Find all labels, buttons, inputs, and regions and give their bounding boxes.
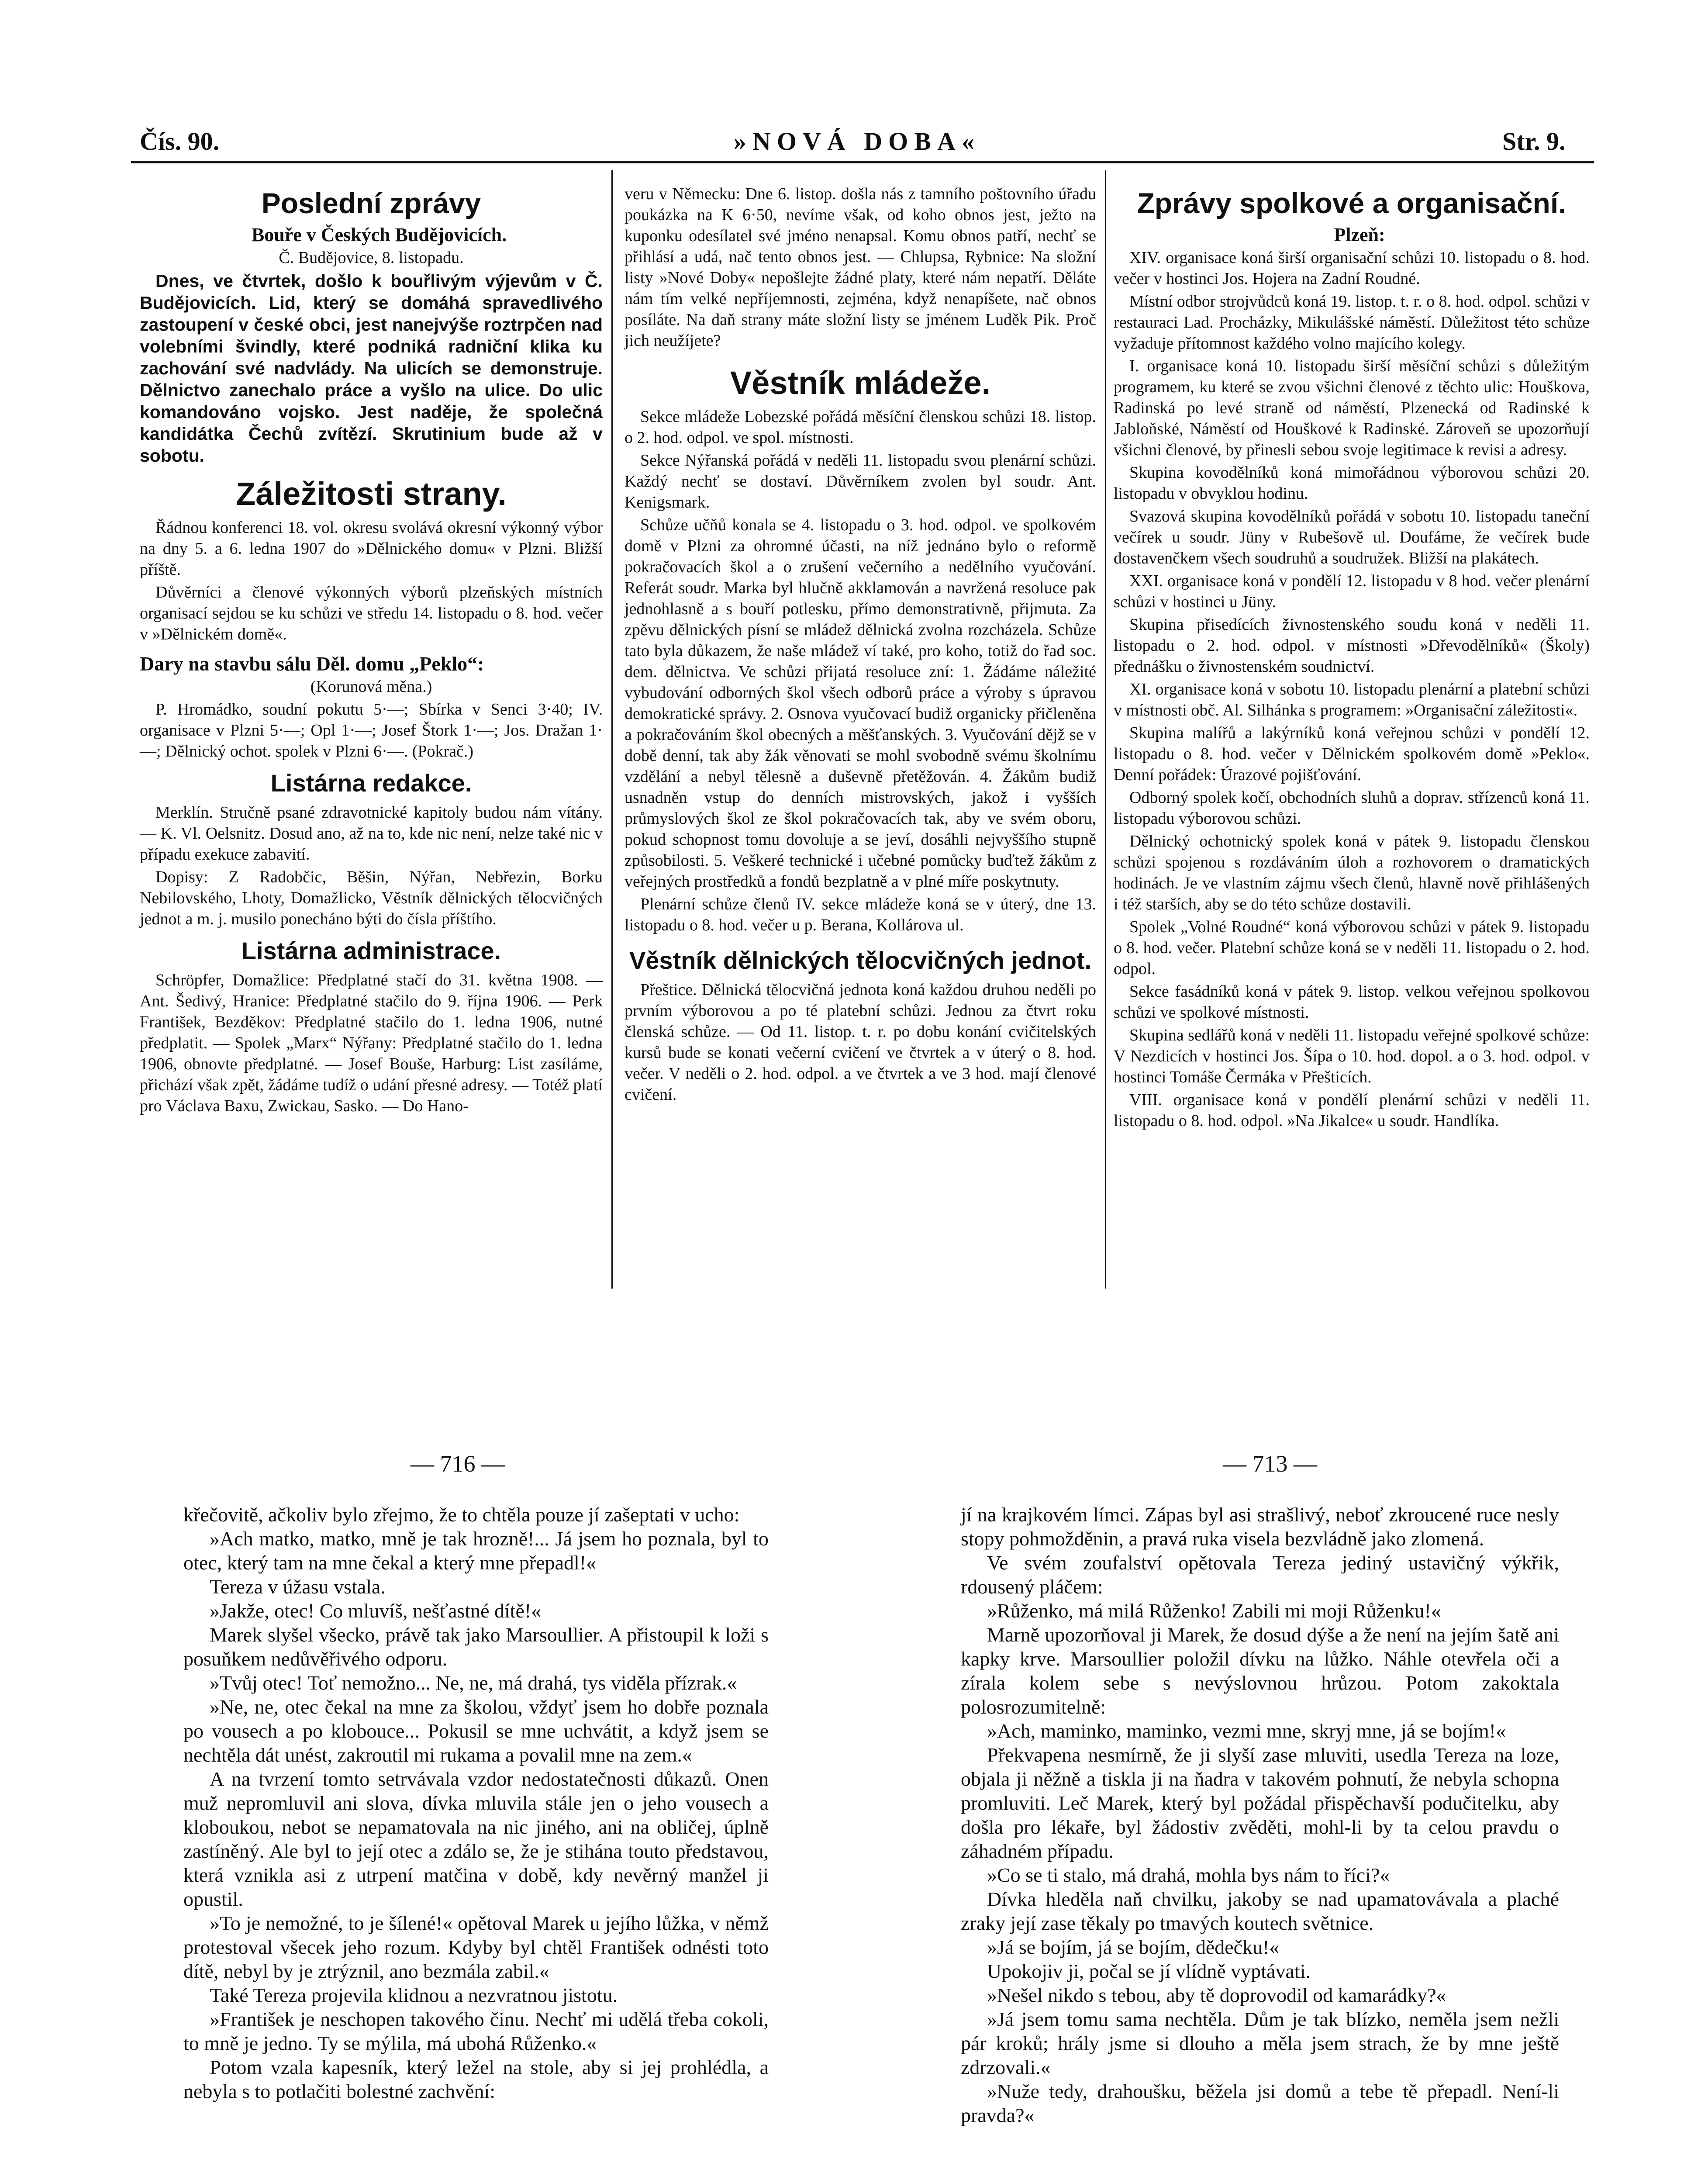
- story-paragraph: Potom vzala kapesník, který ležel na stole, aby si jej prohlédla, a nebyla s to potlačiti bolestné zachvění:: [183, 2056, 769, 2102]
- column-divider-2: [1105, 170, 1106, 1289]
- left-novel-page: [183, 1503, 769, 2103]
- youth-item: Schůze učňů konala se 4. listopadu o 3. hod. odpol. ve spolkovém domě v Plzni za ohromné účasti, na níž jednáno bylo o reformě pokračovacích škol a o zrušení večerního a nedělního vyučování. Referát soudr. Marka byl hlučně akklamován a navržená resoluce pak jednohlasně a s bouří potlesku, přímo demonstrativně, přijmuta. Za zpěvu dělnických písní se mládež dělnická zvolna rozcházela. Schůze tato byla důkazem, že naše mládež ví také, pro koho, totiž do řad soc. dem. dělnictva. Ve schůzi přijatá resoluce zní: 1. Žádáme náležité vybudování odborných škol všech odborů práce a výroby s úpravou demokratické správy. 2. Osnova vyučovací budiž organicky přičleněna a pokračováním škol obecných a měšťanských. 3. Vyučování dějž se v době denní, tak aby žák věnovati se mohl svobodně svému školnímu vzdělání a nebyl tělesně a duševně přetěžován. 4. Žákům budiž usnadněn vstup do denních mistrovských, jakož i vyšších průmyslových škol ze škol pokračovacích tak, aby ve svém oboru, pokud schopnost tomu dovoluje a se jeví, dosáhli nejvyššího stupně způsobilosti. 5. Veškeré technické i učebné pomůcky buďtež žákům z veřejných prostředků a fondů bezplatně a v plné míře poskytnuty.: [625, 516, 1096, 891]
- club-item: XI. organisace koná v sobotu 10. listopadu plenární a platební schůzi v místnosti obč. Al. Silhánka s programem: »Organisační záležitosti«.: [1114, 680, 1590, 719]
- story-paragraph: křečovitě, ačkoliv bylo zřejmo, že to chtěla pouze jí zašeptati v ucho:: [183, 1503, 740, 1526]
- newspaper-title: »NOVÁ DOBA«: [734, 127, 980, 156]
- party-paragraph: Důvěrníci a členové výkonných výborů plzeňských místních organisací sejdou se ku schůzi ve středu 14. listopadu o 8. hod. večer v »Dělnickém domě«.: [140, 583, 603, 643]
- story-paragraph: »Co se ti stalo, má drahá, mohla bys nám to říci?«: [987, 1864, 1390, 1886]
- gifts-list: P. Hromádko, soudní pokutu 5·—; Sbírka v Senci 3·40; IV. organisace v Plzni 5·—; Opl 1·—; Josef Štork 1·—; Jos. Dražan 1·—; Dělnický ochot. spolek v Plzni 6·—. (Pokrač.): [140, 700, 603, 760]
- editorial-letter: Dopisy: Z Radobčic, Běšin, Nýřan, Nebřezin, Borku Nebilovského, Lhoty, Domažlicko, Věstník dělnických tělocvičných jednot a m. j. musilo ponecháno býti do čísla příštího.: [140, 868, 603, 928]
- story-paragraph: »Růženko, má milá Růženko! Zabili mi moji Růženku!«: [987, 1600, 1441, 1622]
- news-heading: Poslední zprávy: [261, 187, 481, 219]
- story-paragraph: Tereza v úžasu vstala.: [210, 1576, 386, 1598]
- club-item: Spolek „Volné Roudné“ koná výborovou schůzi v pátek 9. listopadu o 8. hod. večer. Platební schůze koná se v neděli 11. listopadu o 2. hod. odpol.: [1114, 918, 1590, 978]
- story-paragraph: »Já jsem tomu sama nechtěla. Dům je tak blízko, neměla jsem nežli pár kroků; hrály jsme si dlouho a měla jsem strach, že by mne ještě zdrzovali.«: [961, 2008, 1559, 2078]
- news-subheading: Bouře v Českých Budějovicích.: [251, 224, 507, 245]
- club-item: Skupina přisedících živnostenského soudu koná v neděli 11. listopadu o 2. hod. odpol. v místnosti »Dřevodělníků« (Školy) přednášku o živnostenském soudnictví.: [1114, 615, 1590, 676]
- left-page-number: — 716 —: [411, 1451, 505, 1477]
- club-item: Dělnický ochotnický spolek koná v pátek 9. listopadu členskou schůzi spojenou s rozdáváním úloh a rozhovorem o dramatických hodinách. Je ve vlastním zájmu všech členů, hlavně nově přihlášených i též starších, aby se do této schůze dostavili.: [1114, 832, 1590, 913]
- story-paragraph: jí na krajkovém límci. Zápas byl asi strašlivý, neboť zkroucené ruce nesly stopy pohmožděnin, a pravá ruka visela bezvládně jako zlomená.: [961, 1503, 1559, 1550]
- club-item: VIII. organisace koná v pondělí plenární schůzi v neděli 11. listopadu o 8. hod. odpol. »Na Jikalce« u soudr. Handlíka.: [1114, 1091, 1590, 1130]
- header-rule: [131, 161, 1594, 163]
- gifts-heading: Dary na stavbu sálu Děl. domu „Peklo“:: [140, 653, 484, 675]
- party-paragraph: Řádnou konferenci 18. vol. okresu svolává okresní výkonný výbor na dny 5. a 6. ledna 1907 do »Dělnického domu« v Plzni. Bližší příště.: [140, 518, 603, 579]
- story-paragraph: Také Tereza projevila klidnou a nezvratnou jistotu.: [210, 1984, 618, 2006]
- story-paragraph: Upokojiv ji, počal se jí vlídně vyptávati.: [987, 1960, 1311, 1982]
- story-paragraph: Marek slyšel všecko, právě tak jako Marsoullier. A přistoupil k loži s posuňkem nedůvěřivého odporu.: [183, 1624, 769, 1670]
- story-paragraph: Překvapena nesmírně, že ji slyší zase mluviti, usedla Tereza na loze, objala ji něžně a tiskla ji na ňadra v takovém pohnutí, že nebyla schopna promluviti. Leč Marek, který byl požádal přispěchavší podučitelku, aby došla pro lékaře, byl žádostiv zvěděti, mohl-li by ta celou pravdu o záhadném případu.: [961, 1744, 1559, 1862]
- story-paragraph: Marně upozorňoval ji Marek, že dosud dýše a že není na jejím šatě ani kapky krve. Marsoullier položil dívku na lůžko. Náhle otevřela oči a zírala kolem sebe s nevýslovnou hrůzou. Potom zakoktala polosrozumitelně:: [961, 1624, 1559, 1718]
- club-item: Místní odbor strojvůdců koná 19. listop. t. r. o 8. hod. odpol. schůzi v restauraci Lad. Procházky, Mikulášské náměstí. Důležitost této schůze vyžaduje přítomnost každého volno majícího kolegy.: [1114, 292, 1590, 352]
- story-paragraph: »Ne, ne, otec čekal na mne za školou, vždyť jsem ho dobře poznala po vousech a po klobouce... Pokusil se mne uchvátit, a když jsem se nechtěla dát unést, zakroutil mi rukama a povalil mne na zem.«: [183, 1696, 769, 1766]
- news-dateline: Č. Budějovice, 8. listopadu.: [279, 249, 464, 267]
- club-item: Skupina malířů a lakýrníků koná veřejnou schůzi v pondělí 12. listopadu o 8. hod. večer v Dělnickém spolkovém domě »Peklo«. Denní pořádek: Úrazové pojišťování.: [1114, 724, 1590, 784]
- issue-number: Čís. 90.: [140, 127, 220, 156]
- right-page-number: — 713 —: [1223, 1451, 1317, 1477]
- story-paragraph: »Ach, maminko, maminko, vezmi mne, skryj mne, já se bojím!«: [987, 1720, 1506, 1742]
- club-item: Sekce fasádníků koná v pátek 9. listop. velkou veřejnou spolkovou schůzi ve spolkové místnosti.: [1114, 982, 1590, 1022]
- club-item: Svazová skupina kovodělníků pořádá v sobotu 10. listopadu taneční večírek u soudr. Jüny v Rubešově ul. Doufáme, že večírek bude dostavenčkem všech soudruhů a soudružek. Bližší na plakátech.: [1114, 507, 1590, 567]
- page-number: Str. 9.: [1502, 127, 1566, 156]
- column-divider-1: [611, 170, 613, 1289]
- story-paragraph: »František je neschopen takového činu. Nechť mi udělá třeba cokoli, to mně je jedno. Ty se mýlila, má ubohá Růženko.«: [183, 2008, 769, 2054]
- story-paragraph: »Nuže tedy, drahoušku, běžela jsi domů a tebe tě přepadl. Není-li pravda?«: [961, 2080, 1559, 2126]
- clubs-heading: Zprávy spolkové a organisační.: [1137, 187, 1567, 219]
- club-item: Skupina kovodělníků koná mimořádnou výborovou schůzi 20. listopadu v obvyklou hodinu.: [1114, 463, 1590, 503]
- club-item: Skupina sedlářů koná v neděli 11. listopadu veřejné spolkové schůze: V Nezdicích v hostinci Jos. Šípa o 10. hod. dopol. a o 3. hod. odpol. v hostinci Tomáše Čermáka v Přešticích.: [1114, 1026, 1590, 1086]
- youth-item: Sekce mládeže Lobezské pořádá měsíční členskou schůzi 18. listop. o 2. hod. odpol. ve spol. místnosti.: [625, 408, 1096, 447]
- clubs-city: Plzeň:: [1334, 224, 1385, 245]
- story-paragraph: Dívka hleděla naň chvilku, jakoby se nad upamatovávala a plaché zraky její zase těkaly po tmavých koutech světnice.: [961, 1888, 1559, 1934]
- youth-item: Sekce Nýřanská pořádá v neděli 11. listopadu svou plenární schůzi. Každý nechť se dostaví. Důvěrníkem zvolen byl soudr. Ant. Kenigsmark.: [625, 451, 1096, 511]
- club-item: XIV. organisace koná širší organisační schůzi 10. listopadu o 8. hod. večer v hostinci Jos. Hojera na Zadní Roudné.: [1114, 249, 1590, 288]
- news-body: Dnes, ve čtvrtek, došlo k bouřlivým výjevům v Č. Budějovicích. Lid, který se domáhá spravedlivého zastoupení v české obci, jest nanejvýše roztrpčen nad volebními švindly, které podniká radniční klika ku zachování své nadvlády. Na ulicích se demonstruje. Dělnictvo zanechalo práce a vyšlo na ulice. Do ulic komandováno vojsko. Jest naděje, že společná kandidátka Čechů zvítězí. Skrutinium bude až v sobotu.: [140, 271, 603, 466]
- club-item: XXI. organisace koná v pondělí 12. listopadu v 8 hod. večer plenární schůzi v hostinci u Jüny.: [1114, 572, 1590, 611]
- column-1: [140, 183, 603, 1118]
- story-paragraph: »Jakže, otec! Co mluvíš, nešťastné dítě!«: [210, 1600, 542, 1622]
- editorial-letter: Merklín. Stručně psané zdravotnické kapitoly budou nám vítány. — K. Vl. Oelsnitz. Dosud ano, až na to, kde nic není, nelze také nic v případu exekuce zabavití.: [140, 803, 603, 864]
- gymnastics-item: Přeštice. Dělnická tělocvičná jednota koná každou druhou neděli po prvním výborovou a po té platební schůzi. Jednou za čtvrt roku členská schůze. — Od 11. listop. t. r. po dobu konání cvičitelských kursů bude se konati večerní cvičení ve čtvrtek a v úterý o 8. hod. večer. V neděli o 2. hod. odpol. a ve čtvrtek a ve 3 hod. mají členové cvičení.: [625, 981, 1096, 1104]
- story-paragraph: »Tvůj otec! Toť nemožno... Ne, ne, má drahá, tys viděla přízrak.«: [210, 1672, 737, 1694]
- column-3: [1114, 183, 1590, 1133]
- administration-letter: Schröpfer, Domažlice: Předplatné stačí do 31. května 1908. — Ant. Šedivý, Hranice: Předplatné stačilo do 9. října 1906. — Perk František, Bezděkov: Předplatné stačilo do 1. ledna 1906, nutné předplatit. — Spolek „Marx“ Nýřany: Předplatné stačilo do 1. ledna 1906, obnovte předplatné. — Josef Bouše, Harburg: List zasíláme, přichází však zpět, žádáme tudíž o udání přesné adresy. — Totéž platí pro Václava Baxu, Zwickau, Sasko. — Do Hano-: [140, 971, 603, 1115]
- column-2: [625, 183, 1096, 1107]
- story-paragraph: »To je nemožné, to je šílené!« opětoval Marek u jejího lůžka, v němž protestoval všecek jeho rozum. Kdyby byl chtěl František odnésti toto dítě, nebyl by je ztrýznil, ano bezmála zabil.«: [183, 1912, 769, 1982]
- party-heading: Záležitosti strany.: [236, 476, 507, 512]
- story-paragraph: »Nešel nikdo s tebou, aby tě doprovodil od kamarádky?«: [987, 1984, 1446, 2006]
- story-paragraph: A na tvrzení tomto setrvávala vzdor nedostatečnosti důkazů. Onen muž nepromluvil ani slova, dívka mluvila stále jen o jeho vousech a kloboukou, nebot se nepamatovala na nic jiného, ani na obličej, úplně zastíněný. Ale byl to její otec a zdálo se, že je stihána touto představou, která vznikla asi z utrpení matčina v době, kdy nevěrný manžel ji opustil.: [183, 1768, 769, 1910]
- story-paragraph: »Ach matko, matko, mně je tak hrozně!... Já jsem ho poznala, byl to otec, který tam na mne čekal a který mne přepadl!«: [183, 1527, 769, 1574]
- youth-heading: Věstník mládeže.: [730, 365, 991, 401]
- club-item: Odborný spolek kočí, obchodních sluhů a doprav. střízenců koná 11. listopadu výborovou schůzi.: [1114, 788, 1590, 828]
- right-novel-page: [961, 1503, 1559, 2127]
- youth-item: Plenární schůze členů IV. sekce mládeže koná se v úterý, dne 13. listopadu o 8. hod. večer u p. Berana, Kollárova ul.: [625, 895, 1096, 934]
- administration-letter-continued: veru v Německu: Dne 6. listop. došla nás z tamního poštovního úřadu poukázka na K 6·50, nevíme však, od koho obnos jest, ježto na kuponku odesílatel své jméno nenapsal. Komu obnos patří, nechť se přihlásí a udá, nač tento obnos jest. — Chlupsa, Rybnice: Na složní listy »Nové Doby« nepošlejte žádné platy, které nám nepatří. Děláte nám tím velké nepříjemnosti, zejména, když nenapíšete, nač obnos posíláte. Na daň strany máte složní listy se jménem Luděk Pik. Proč jich neužíjete?: [625, 185, 1096, 350]
- story-paragraph: »Já se bojím, já se bojím, dědečku!«: [987, 1936, 1280, 1958]
- gymnastics-heading: Věstník dělnických tělocvičných jednot.: [629, 947, 1092, 974]
- administration-letters-heading: Listárna administrace.: [241, 937, 501, 964]
- story-paragraph: Ve svém zoufalství opětovala Tereza jediný ustavičný výkřik, rdousený pláčem:: [961, 1552, 1559, 1598]
- editorial-letters-heading: Listárna redakce.: [270, 769, 472, 797]
- club-item: I. organisace koná 10. listopadu širší měsíční schůzi s důležitým programem, ku které se zvou všichni členové z těchto ulic: Houškova, Radinská po levé straně od náměstí, Plzenecká od Radinské k Jabloňské, Náměstí od Houškové k Radinské. Zároveň se upozorňují všichni členové, by přinesli sebou svoje legitimace k revisi a adresy.: [1114, 357, 1590, 459]
- gifts-subheading: (Korunová měna.): [310, 677, 432, 696]
